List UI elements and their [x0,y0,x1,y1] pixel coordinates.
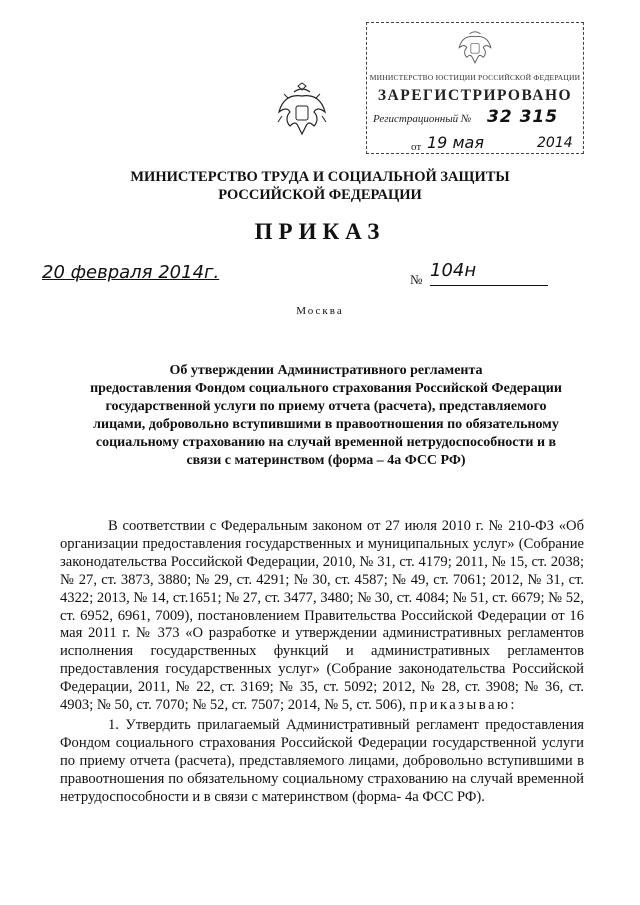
preamble-text: В соответствии с Федеральным законом от 27 июля 2010 г. № 210-ФЗ «Об организации предоставления государственных и муниципальных услуг» (Собрание законодательства Российской Федерации, 2010, № 31, ст. 4179; 2011, № 15, ст. 2038; № 27, ст. 3873, 3880; № 29, ст. 4291; № 30, ст. 4587; № 49, ст. 7061; 2012, № 31, ст. 4322; 2013, № 14, ст.1651; № 27, ст. 3477, 3480; № 30, ст. 4084; № 51, ст. 6679; № 52, ст. 6952, 6961, 7009), постановлением Правительства Российской Федерации от 16 мая 2011 г. № 373 «О разработке и утверждении административных регламентов исполнения государственных функций и административных регламентов предоставления государственных услуг» (Собрание законодательства Российской Федерации, 2011, № 22, ст. 3169; № 35, ст. 5092; 2012, № 28, ст. 3908; № 36, ст. 4903; № 50, ст. 7070; № 52, ст. 7507; 2014, № 5, ст. 506), [60,518,584,714]
registration-stamp [366,22,584,154]
paragraph-item-1: 1. Утвердить прилагаемый Административный регламент предоставления Фондом социального страхования Российской Федерации государственной услуги по приему отчета (расчета), представляемого лицами, добровольно вступившими в правоотношения по обязательному социальному страхованию на случай временной нетрудоспособности и в связи с материнством (форма- 4а ФСС РФ). [60,716,584,805]
prikazyvayu-word: приказываю: [409,697,517,714]
stamp-title: ЗАРЕГИСТРИРОВАНО [377,87,573,104]
city: Москва [296,305,344,317]
order-number: 104н [430,260,548,286]
title-line: лицами, добровольно вступившими в правоотношения по обязательному [93,417,559,432]
title-line: предоставления Фондом социального страхования Российской Федерации [90,381,562,396]
order-date: 20 февраля 2014г. [42,262,220,283]
ministry-header [0,168,640,204]
stamp-reg-label: Регистрационный № [373,113,472,125]
coat-of-arms-icon [276,82,328,140]
title-line: Об утверждении Административного регламента [169,363,483,378]
document-body [60,518,584,807]
paragraph-preamble [60,518,584,715]
title-line: связи с материнством (форма – 4а ФСС РФ) [186,453,466,468]
ministry-line-2: РОССИЙСКОЙ ФЕДЕРАЦИИ [218,187,422,203]
stamp-date-year: 2014 [537,135,573,151]
stamp-ministry-line: МИНИСТЕРСТВО ЮСТИЦИИ РОССИЙСКОЙ ФЕДЕРАЦИИ [369,73,581,82]
stamp-date-handwritten: 19 мая [427,133,484,152]
document-title [56,362,596,470]
stamp-emblem-icon [455,27,495,67]
title-line: государственной услуги по приему отчета (расчета), представляемого [105,399,547,414]
stamp-date-prefix: от [411,141,422,153]
title-line: социальному страхованию на случай временной нетрудоспособности и в [95,435,557,450]
document-type: ПРИКАЗ [254,219,386,244]
ministry-line-1: МИНИСТЕРСТВО ТРУДА И СОЦИАЛЬНОЙ ЗАЩИТЫ [130,169,510,185]
stamp-reg-number: 32 315 [487,107,559,127]
order-number-prefix: № [410,272,423,287]
